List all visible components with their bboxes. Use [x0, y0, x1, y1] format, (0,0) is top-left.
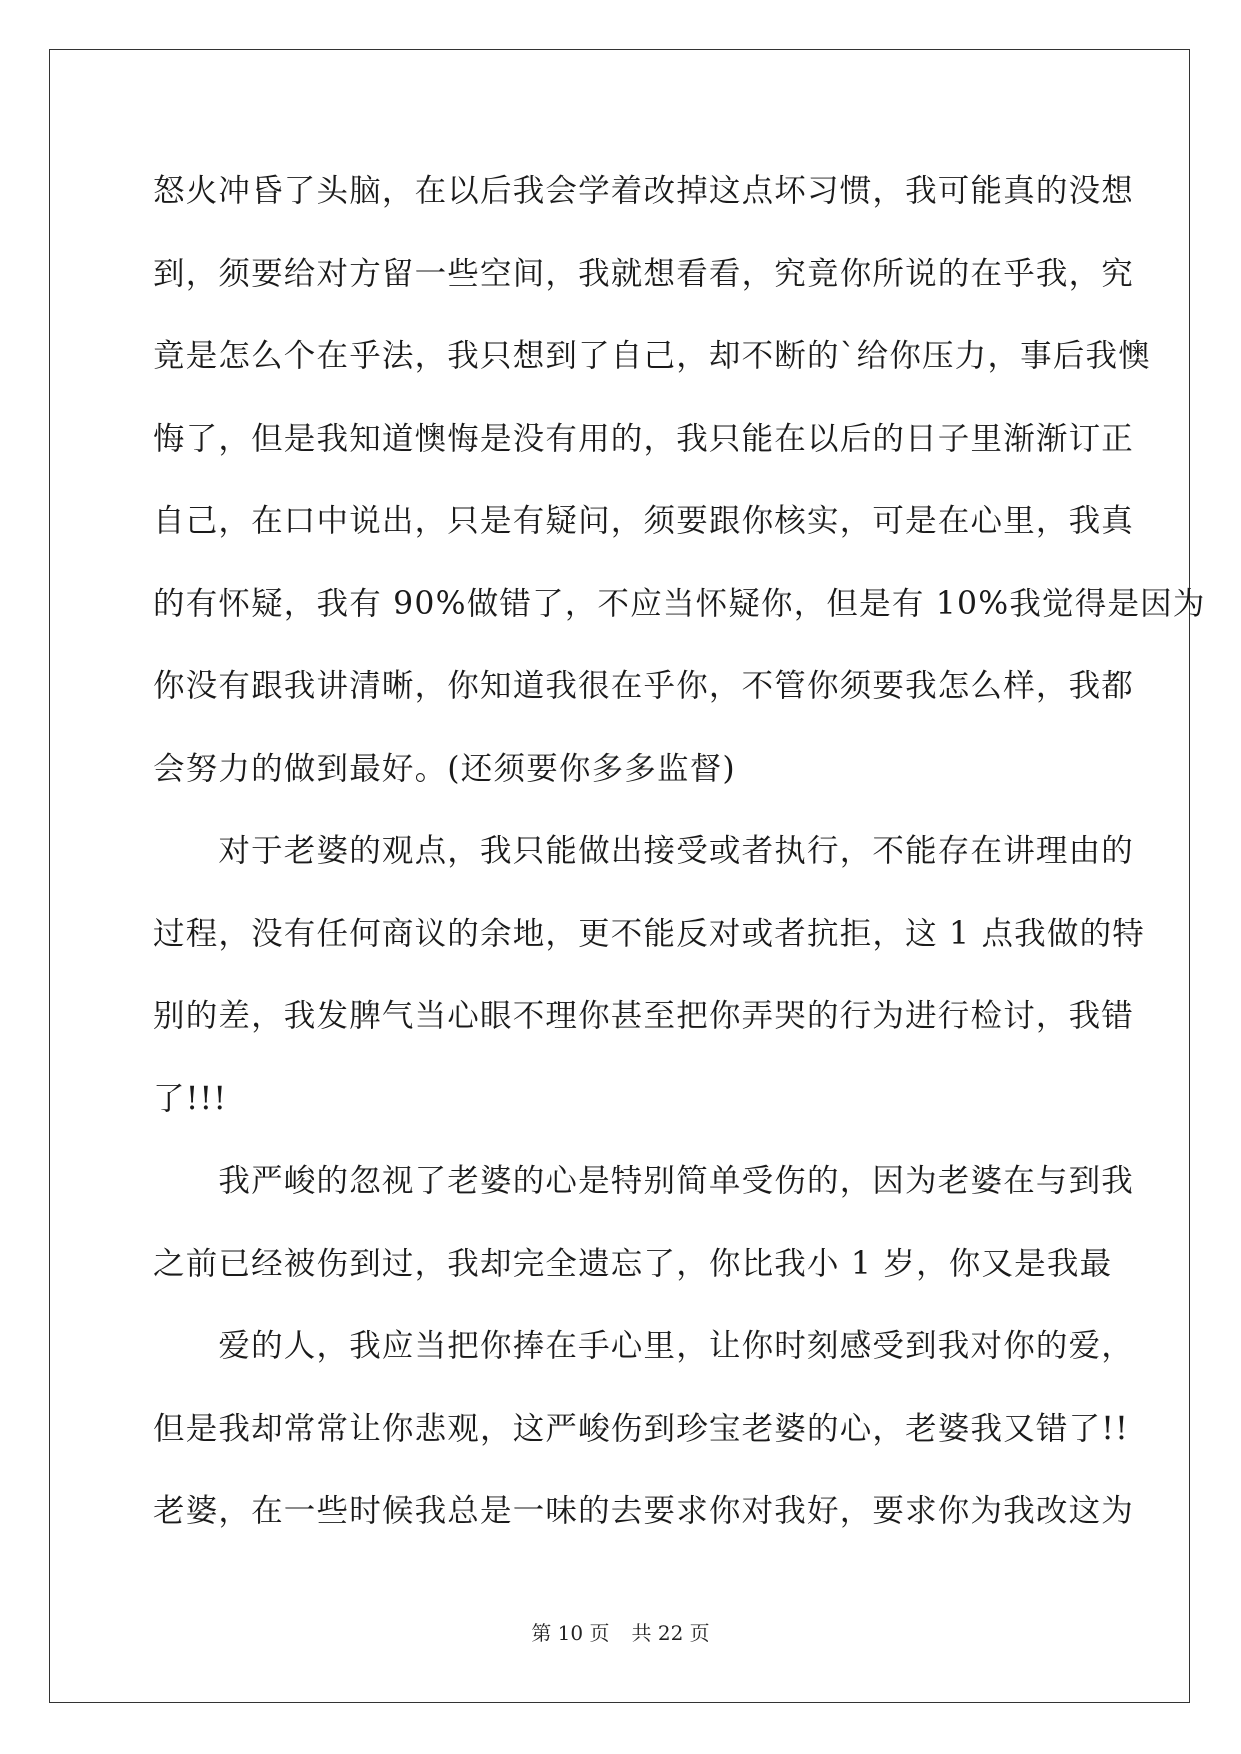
text-line: 过程，没有任何商议的余地，更不能反对或者抗拒，这 1 点我做的特: [153, 915, 1145, 952]
text-line: 但是我却常常让你悲观，这严峻伤到珍宝老婆的心，老婆我又错了!!: [153, 1410, 1130, 1447]
text-line: 到，须要给对方留一些空间，我就想看看，究竟你所说的在乎我，究: [153, 255, 1135, 292]
paragraph-start-line: 爱的人，我应当把你捧在手心里，让你时刻感受到我对你的爱，: [153, 1328, 1135, 1364]
text-line: 自己，在口中说出，只是有疑问，须要跟你核实，可是在心里，我真: [153, 503, 1135, 539]
text-line: 竟是怎么个在乎法，我只想到了自己，却不断的`给你压力，事后我懊: [153, 338, 1151, 374]
text-line: 你没有跟我讲清晰，你知道我很在乎你，不管你须要我怎么样，我都: [153, 668, 1135, 704]
page-footer: [0, 1617, 1241, 1646]
page-number-label: 第 10 页: [531, 1621, 610, 1645]
text-line: 了!!!: [153, 1080, 228, 1117]
text-line: 别的差，我发脾气当心眼不理你甚至把你弄哭的行为进行检讨，我错: [153, 998, 1135, 1034]
text-line: 之前已经被伤到过，我却完全遗忘了，你比我小 1 岁，你又是我最: [153, 1245, 1113, 1282]
text-line: 会努力的做到最好。(还须要你多多监督): [153, 750, 736, 787]
text-line: 悔了，但是我知道懊悔是没有用的，我只能在以后的日子里渐渐订正: [153, 420, 1135, 457]
paragraph-start-line: 我严峻的忽视了老婆的心是特别简单受伤的，因为老婆在与到我: [153, 1163, 1135, 1199]
text-line: 的有怀疑，我有 90%做错了，不应当怀疑你，但是有 10%我觉得是因为: [153, 585, 1206, 622]
paragraph-start-line: 对于老婆的观点，我只能做出接受或者执行，不能存在讲理由的: [153, 833, 1135, 869]
page-total-label: 共 22 页: [631, 1621, 710, 1645]
text-line: 怒火冲昏了头脑，在以后我会学着改掉这点坏习惯，我可能真的没想: [153, 173, 1135, 209]
text-line: 老婆，在一些时候我总是一味的去要求你对我好，要求你为我改这为: [153, 1493, 1135, 1529]
document-body: [153, 160, 1206, 1563]
